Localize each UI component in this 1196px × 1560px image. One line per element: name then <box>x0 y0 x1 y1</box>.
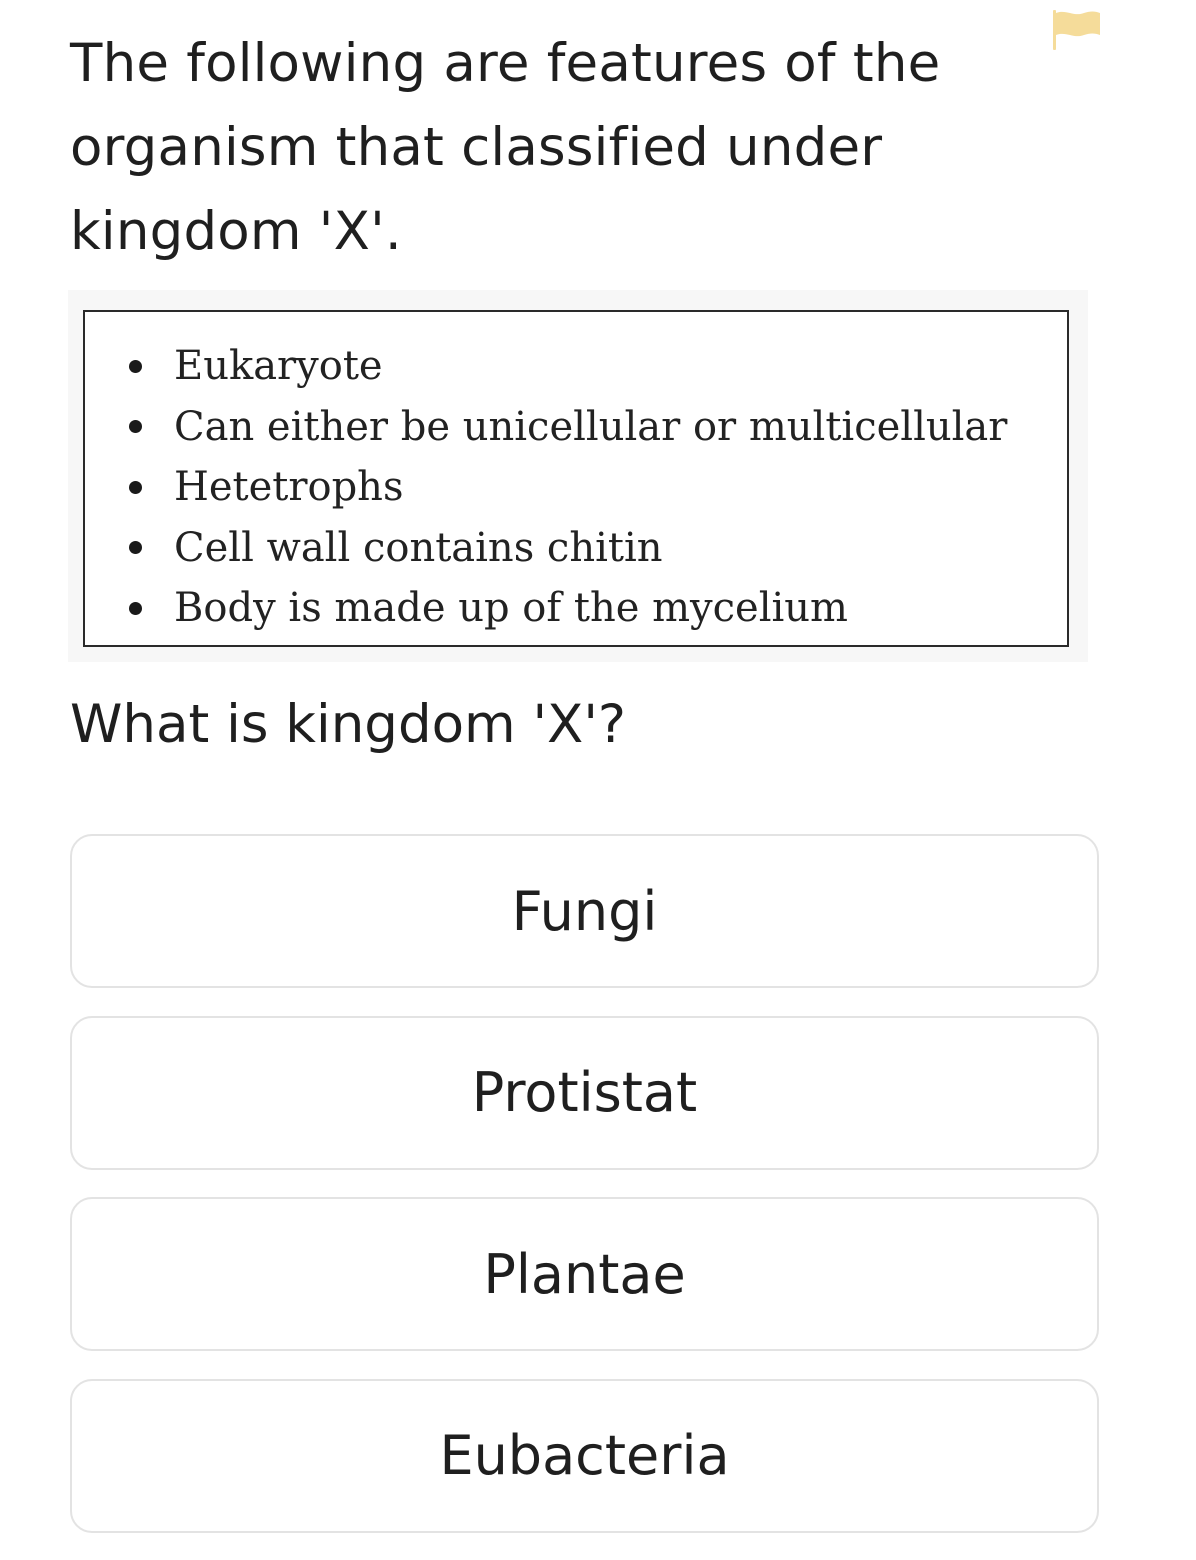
bullet-icon <box>129 360 142 373</box>
flag-icon[interactable] <box>1050 8 1102 52</box>
answer-option-protistat[interactable]: Protistat <box>70 1016 1099 1170</box>
feature-text: Eukaryote <box>174 343 383 389</box>
answer-option-plantae[interactable]: Plantae <box>70 1197 1099 1351</box>
features-image <box>68 290 1088 662</box>
feature-text: Body is made up of the mycelium <box>174 585 848 631</box>
bullet-icon <box>129 481 142 494</box>
feature-item <box>129 578 1067 639</box>
bullet-icon <box>129 602 142 615</box>
feature-text: Hetetrophs <box>174 464 404 510</box>
features-box <box>83 310 1069 647</box>
features-list <box>85 312 1067 639</box>
feature-item <box>129 397 1067 458</box>
feature-item <box>129 336 1067 397</box>
feature-item <box>129 518 1067 579</box>
feature-text: Can either be unicellular or multicellular <box>174 403 1008 450</box>
answer-option-eubacteria[interactable]: Eubacteria <box>70 1379 1099 1533</box>
bullet-icon <box>129 541 142 554</box>
answer-option-fungi[interactable]: Fungi <box>70 834 1099 988</box>
bullet-icon <box>129 420 142 433</box>
question-text: The following are features of the organism that classified under kingdom 'X'. <box>70 33 941 262</box>
prompt-text: What is kingdom 'X'? <box>70 694 627 755</box>
feature-text: Cell wall contains chitin <box>174 524 663 571</box>
feature-item <box>129 457 1067 518</box>
answer-options <box>70 834 1099 1560</box>
